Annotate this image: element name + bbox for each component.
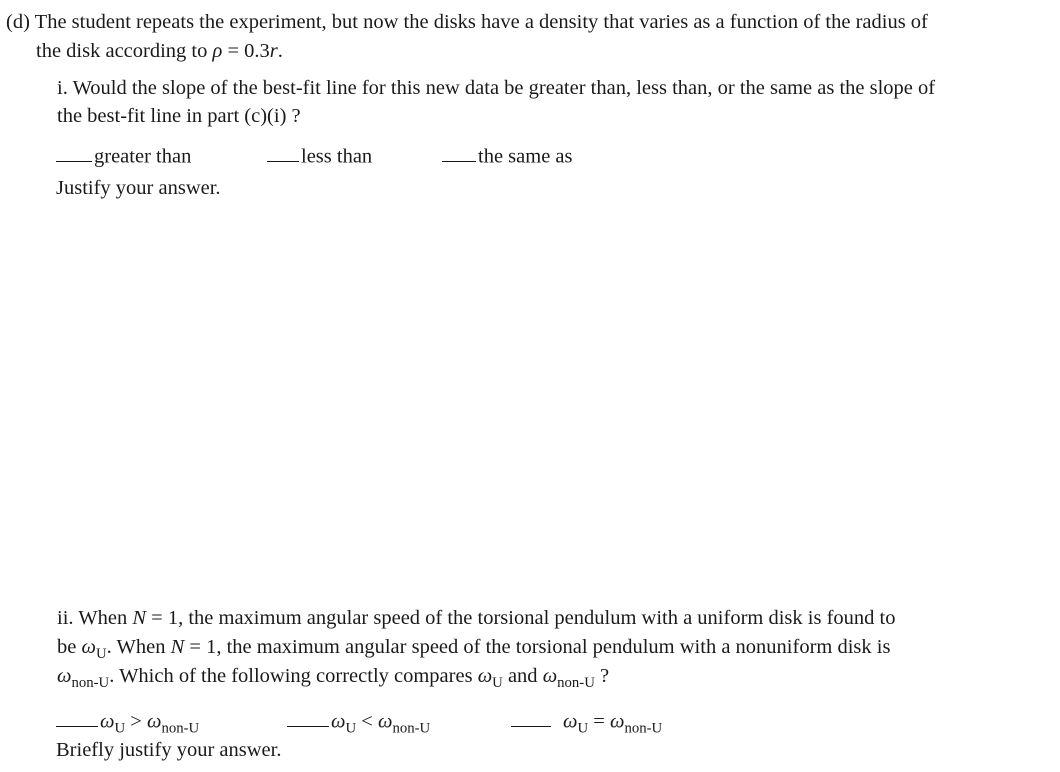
option-less-than[interactable]: less than: [267, 142, 372, 167]
option-omega-equal[interactable]: $\omega_U = \omega_{non-U}$: [511, 707, 662, 732]
justify-prompt-i: Justify your answer.: [56, 177, 221, 199]
question-ii-line-3: $\omega_{non-U}$. Which of the following correctly compares $\omega_U$ and $\omega_{non-U}$ ?: [57, 665, 610, 692]
answer-blank[interactable]: [442, 142, 476, 162]
option-omega-less[interactable]: $\omega_U < \omega_{non-U}$: [287, 707, 430, 732]
answer-blank[interactable]: [287, 707, 329, 727]
option-same-as[interactable]: the same as: [442, 142, 573, 167]
answer-blank[interactable]: [56, 707, 98, 727]
question-i-line-2: the best-fit line in part (c)(i) ?: [57, 105, 301, 127]
question-i-line-1: i. Would the slope of the best-fit line for this new data be greater than, less than, or the same as the slope of: [57, 77, 936, 99]
r-symbol: r: [269, 40, 278, 62]
rho-symbol: ρ: [212, 40, 223, 62]
part-d-line-1: [6, 12, 928, 33]
justify-prompt-ii: Briefly justify your answer.: [56, 739, 282, 761]
part-d-line-2: the disk according to ρ = 0.3r.: [36, 40, 283, 62]
answer-blank[interactable]: [511, 707, 551, 727]
option-omega-greater[interactable]: $\omega_U > \omega_{non-U}$: [56, 707, 199, 732]
answer-blank[interactable]: [267, 142, 299, 162]
part-d-label: (d): [6, 11, 30, 33]
part-d-text: The student repeats the experiment, but now the disks have a density that varies as a function of the radius of: [34, 11, 928, 33]
answer-blank[interactable]: [56, 142, 92, 162]
question-ii-line-2: be $\omega_U$. When N = 1, the maximum angular speed of the torsional pendulum with a nonuniform disk is: [57, 636, 891, 663]
density-value: 0.3: [244, 40, 270, 62]
question-ii-line-1: ii. When N = 1, the maximum angular speed of the torsional pendulum with a uniform disk is found to: [57, 607, 896, 629]
option-greater-than[interactable]: greater than: [56, 142, 191, 167]
